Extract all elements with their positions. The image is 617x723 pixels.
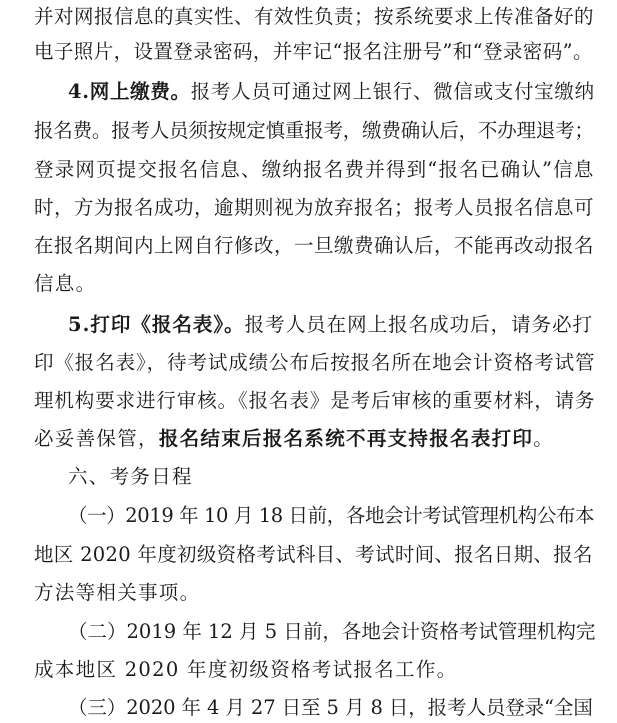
text-run: 报考人员在网上报名成功后，请务必打 bbox=[244, 313, 594, 336]
text-run: 地区 2020 年度初级资格考试科目、考试时间、报名日期、报名 bbox=[34, 543, 593, 566]
paragraph-line bbox=[34, 269, 595, 299]
paragraph-line bbox=[34, 540, 595, 570]
paragraph-line bbox=[34, 386, 595, 416]
text-run: 并对网报信息的真实性、有效性负责；按系统要求上传准备好的 bbox=[34, 5, 595, 28]
section-title: 六、考务日程 bbox=[68, 465, 193, 488]
text-run: （一）2019 年 10 月 18 日前，各地会计考试管理机构公布本 bbox=[68, 504, 595, 527]
text-run: 时，方为报名成功，逾期则视为放弃报名；报考人员报名信息可 bbox=[34, 196, 595, 219]
paragraph-line bbox=[68, 501, 595, 531]
paragraph-line bbox=[68, 77, 595, 107]
paragraph-line bbox=[34, 116, 595, 146]
paragraph-line bbox=[68, 310, 595, 340]
text-run: 电子照片，设置登录密码，并牢记“报名注册号”和“登录密码”。 bbox=[34, 40, 593, 63]
text-run: 登录网页提交报名信息、缴纳报名费并得到“报名已确认”信息 bbox=[34, 158, 595, 181]
paragraph-line bbox=[34, 655, 595, 685]
step-heading: 5.打印《报名表》。 bbox=[68, 313, 245, 336]
text-run: （三）2020 年 4 月 27 日至 5 月 8 日，报考人员登录“全国 bbox=[68, 696, 593, 719]
paragraph-line bbox=[34, 193, 595, 223]
text-run: 成本地区 2020 年度初级资格考试报名工作。 bbox=[34, 658, 458, 681]
paragraph-line bbox=[34, 231, 595, 261]
emphasis-text: 报名结束后报名系统不再支持报名表打印 bbox=[158, 427, 534, 450]
text-run: 报名费。报考人员须按规定慎重报考，缴费确认后，不办理退考； bbox=[34, 119, 594, 142]
paragraph-line bbox=[68, 617, 595, 647]
paragraph-line bbox=[34, 37, 595, 67]
paragraph-line bbox=[34, 348, 595, 378]
text-run: 报考人员可通过网上银行、微信或支付宝缴纳 bbox=[190, 80, 595, 103]
paragraph-line bbox=[34, 2, 595, 32]
text-run: 在报名期间内上网自行修改，一旦缴费确认后，不能再改动报名 bbox=[34, 234, 595, 257]
paragraph-line bbox=[34, 424, 595, 454]
text-run: 理机构要求进行审核。《报名表》是考后审核的重要材料，请务 bbox=[34, 389, 596, 412]
paragraph-line bbox=[34, 155, 595, 185]
paragraph-line bbox=[68, 693, 595, 723]
paragraph-line bbox=[34, 578, 595, 608]
text-run: （二）2019 年 12 月 5 日前，各地会计资格考试管理机构完 bbox=[68, 620, 596, 643]
section-heading bbox=[68, 462, 595, 492]
text-run: 方法等相关事项。 bbox=[34, 581, 201, 604]
text-run: 。 bbox=[533, 427, 555, 450]
text-run: 必妥善保管， bbox=[34, 427, 159, 450]
step-heading: 4.网上缴费。 bbox=[68, 80, 191, 103]
text-run: 印《报名表》，待考试成绩公布后按报名所在地会计资格考试管 bbox=[34, 351, 596, 374]
text-run: 信息。 bbox=[34, 272, 97, 295]
